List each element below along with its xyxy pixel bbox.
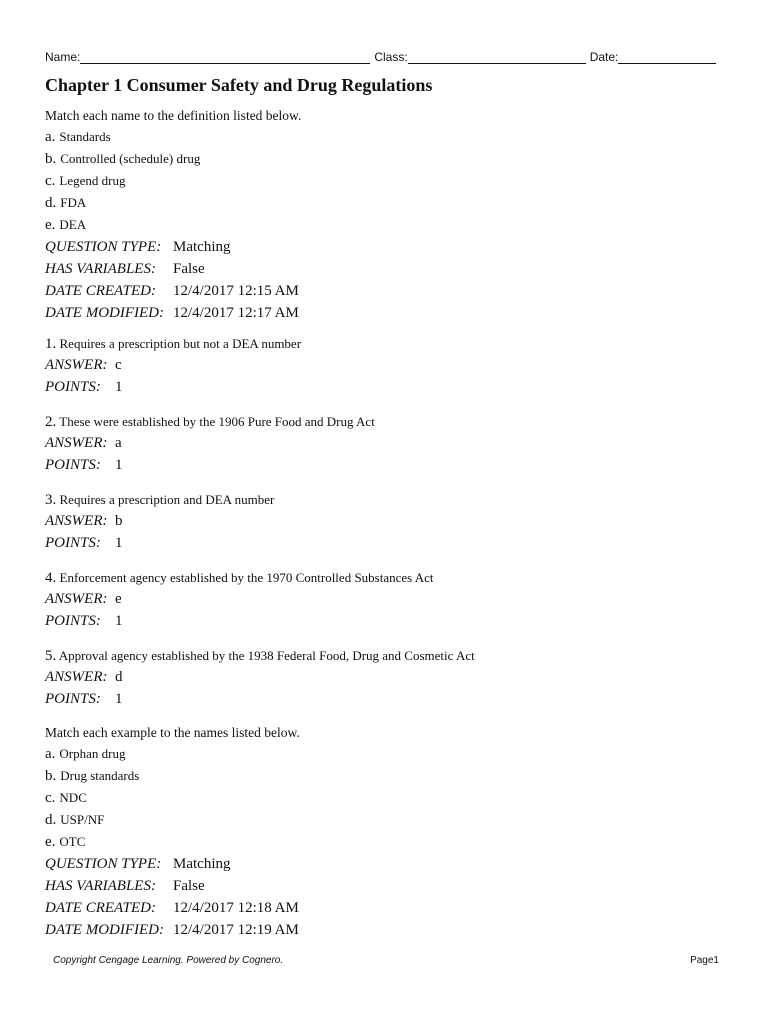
option-text: Standards — [59, 129, 111, 144]
header-fields — [45, 46, 725, 64]
option-text: FDA — [60, 195, 87, 210]
page-title: Chapter 1 Consumer Safety and Drug Regulations — [45, 75, 433, 95]
meta-value: 12/4/2017 12:19 AM — [173, 922, 299, 938]
footer-copyright: Copyright Cengage Learning. Powered by Cognero. — [53, 955, 284, 966]
points-row — [45, 610, 725, 632]
question-text — [45, 412, 725, 432]
option-text: Controlled (schedule) drug — [60, 151, 201, 166]
option-letter: b. — [45, 768, 57, 784]
answer-row — [45, 354, 725, 376]
meta-key: DATE MODIFIED: — [45, 305, 164, 321]
set2-instruction: Match each example to the names listed below. — [45, 725, 300, 740]
set2-option — [45, 787, 725, 809]
points-value: 1 — [115, 613, 123, 629]
question-item — [45, 490, 725, 554]
set1-option — [45, 214, 725, 236]
option-text: USP/NF — [60, 812, 105, 827]
answer-label: ANSWER: — [45, 357, 108, 373]
answer-row — [45, 510, 725, 532]
question-item — [45, 334, 725, 398]
points-row — [45, 532, 725, 554]
meta-key: DATE CREATED: — [45, 900, 156, 916]
set2-option — [45, 831, 725, 853]
set1-meta-row — [45, 280, 725, 302]
points-label: POINTS: — [45, 457, 101, 473]
set1-option — [45, 148, 725, 170]
meta-value: 12/4/2017 12:18 AM — [173, 900, 299, 916]
question-prompt: Requires a prescription and DEA number — [59, 492, 275, 507]
set2-option — [45, 809, 725, 831]
question-text — [45, 490, 725, 510]
class-label: Class: — [374, 50, 408, 64]
question-number: 1. — [45, 336, 57, 352]
answer-value: c — [115, 357, 122, 373]
set1-meta-row — [45, 302, 725, 324]
question-text — [45, 334, 725, 354]
set2-option — [45, 765, 725, 787]
points-label: POINTS: — [45, 613, 101, 629]
option-letter: e. — [45, 834, 56, 850]
answer-value: e — [115, 591, 122, 607]
question-item — [45, 412, 725, 476]
set2-meta-row — [45, 853, 725, 875]
option-text: Drug standards — [60, 768, 140, 783]
option-letter: a. — [45, 129, 56, 145]
points-row — [45, 376, 725, 398]
set2-meta-row — [45, 897, 725, 919]
option-letter: d. — [45, 812, 57, 828]
answer-row — [45, 588, 725, 610]
set1-option — [45, 126, 725, 148]
set2-meta-row — [45, 875, 725, 897]
meta-key: HAS VARIABLES: — [45, 261, 156, 277]
date-field-line[interactable] — [618, 51, 716, 64]
set1-option — [45, 192, 725, 214]
question-prompt: Enforcement agency established by the 1970 Controlled Substances Act — [59, 570, 434, 585]
points-value: 1 — [115, 379, 123, 395]
meta-key: DATE MODIFIED: — [45, 922, 164, 938]
answer-value: d — [115, 669, 123, 685]
answer-value: b — [115, 513, 123, 529]
points-row — [45, 454, 725, 476]
points-label: POINTS: — [45, 691, 101, 707]
set1-meta-row — [45, 258, 725, 280]
question-text — [45, 646, 725, 666]
answer-row — [45, 432, 725, 454]
question-number: 4. — [45, 570, 57, 586]
option-letter: c. — [45, 790, 56, 806]
meta-value: 12/4/2017 12:15 AM — [173, 283, 299, 299]
points-row — [45, 688, 725, 710]
question-content — [45, 107, 725, 941]
question-item — [45, 568, 725, 632]
question-number: 5. — [45, 648, 57, 664]
option-letter: d. — [45, 195, 57, 211]
option-text: Orphan drug — [59, 746, 126, 761]
meta-key: HAS VARIABLES: — [45, 878, 156, 894]
answer-label: ANSWER: — [45, 513, 108, 529]
name-field-line[interactable] — [80, 51, 370, 64]
set2-option — [45, 743, 725, 765]
points-value: 1 — [115, 457, 123, 473]
answer-value: a — [115, 435, 122, 451]
date-label: Date: — [589, 50, 619, 64]
set1-option — [45, 170, 725, 192]
meta-value: Matching — [173, 239, 231, 255]
meta-value: False — [173, 261, 205, 277]
option-letter: e. — [45, 217, 56, 233]
points-label: POINTS: — [45, 535, 101, 551]
question-prompt: Approval agency established by the 1938 Federal Food, Drug and Cosmetic Act — [58, 648, 475, 663]
set1-meta-row — [45, 236, 725, 258]
page-number: Page1 — [690, 955, 719, 966]
question-text — [45, 568, 725, 588]
class-field-line[interactable] — [408, 51, 586, 64]
question-prompt: These were established by the 1906 Pure Food and Drug Act — [59, 414, 375, 429]
points-value: 1 — [115, 535, 123, 551]
question-prompt: Requires a prescription but not a DEA number — [59, 336, 302, 351]
question-number: 3. — [45, 492, 57, 508]
option-letter: c. — [45, 173, 56, 189]
page-footer — [53, 955, 719, 966]
meta-value: 12/4/2017 12:17 AM — [173, 305, 299, 321]
meta-key: QUESTION TYPE: — [45, 856, 162, 872]
option-letter: a. — [45, 746, 56, 762]
name-label: Name: — [45, 50, 81, 64]
set1-instruction: Match each name to the definition listed below. — [45, 108, 302, 123]
question-item — [45, 646, 725, 710]
meta-value: False — [173, 878, 205, 894]
option-letter: b. — [45, 151, 57, 167]
set2-meta-row — [45, 919, 725, 941]
answer-label: ANSWER: — [45, 591, 108, 607]
option-text: NDC — [59, 790, 87, 805]
points-value: 1 — [115, 691, 123, 707]
answer-row — [45, 666, 725, 688]
meta-value: Matching — [173, 856, 231, 872]
option-text: OTC — [59, 834, 86, 849]
option-text: Legend drug — [59, 173, 126, 188]
meta-key: QUESTION TYPE: — [45, 239, 162, 255]
question-number: 2. — [45, 414, 57, 430]
points-label: POINTS: — [45, 379, 101, 395]
answer-label: ANSWER: — [45, 669, 108, 685]
meta-key: DATE CREATED: — [45, 283, 156, 299]
option-text: DEA — [59, 217, 87, 232]
answer-label: ANSWER: — [45, 435, 108, 451]
